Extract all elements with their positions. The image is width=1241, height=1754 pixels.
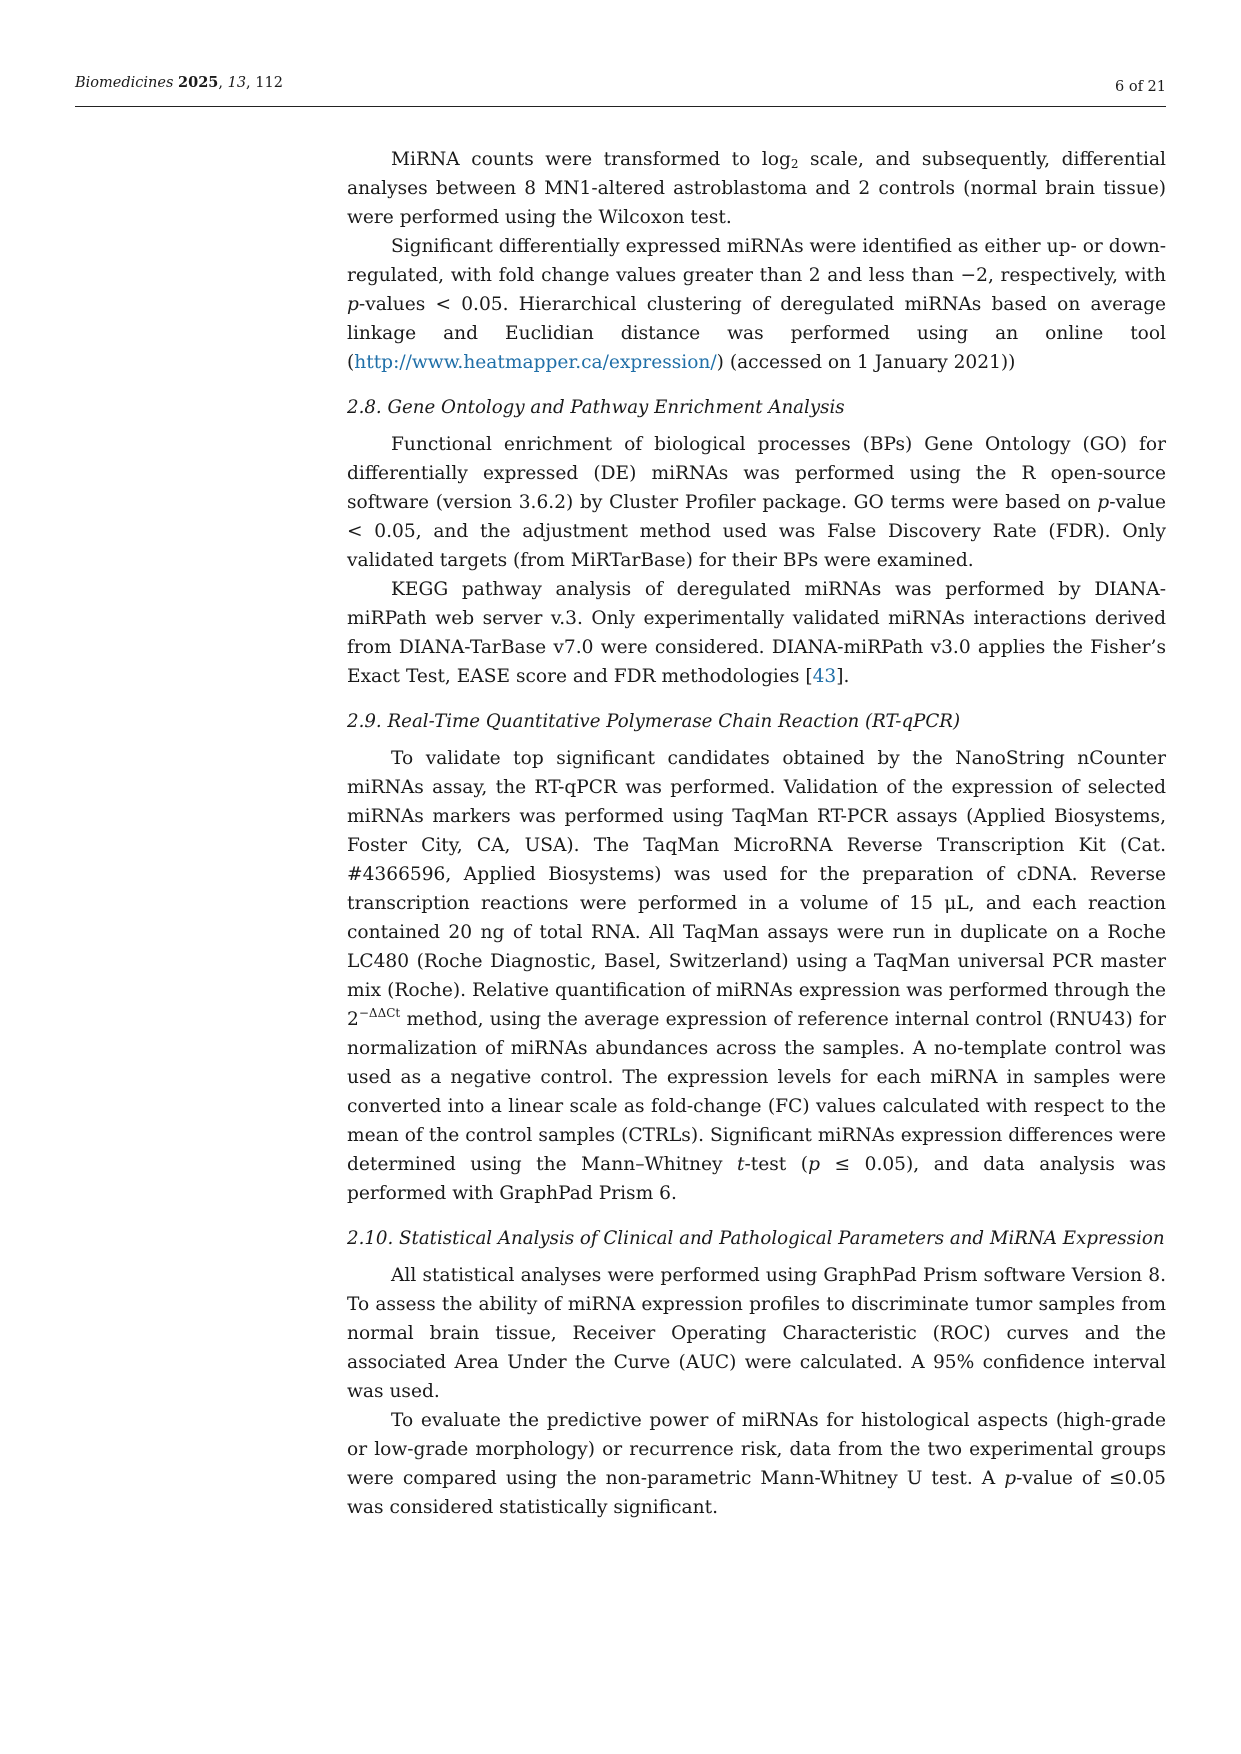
section-heading-2-8: 2.8. Gene Ontology and Pathway Enrichment Analysis (347, 397, 845, 418)
section-heading-2-9: 2.9. Real-Time Quantitative Polymerase Chain Reaction (RT-qPCR) (347, 711, 961, 732)
section-heading-2-10: 2.10. Statistical Analysis of Clinical and Pathological Parameters and MiRNA Expression (347, 1228, 1165, 1249)
journal-volume: 13 (227, 75, 247, 91)
heatmapper-link[interactable]: http://www.heatmapper.ca/expression/ (354, 352, 717, 373)
paragraph-kegg-pathway: KEGG pathway analysis of deregulated miRNAs was performed by DIANA-miRPath web server v.3. Only experimentally validated miRNAs interactions derived from DIANA-TarBase v7.0 were considered. DIANA-miRPath v3.0 applies the Fisher’s Exact Test, EASE score and FDR methodologies [43]. (347, 579, 1166, 687)
running-header (75, 68, 1166, 108)
journal-citation: Biomedicines 2025, 13, 112 (75, 74, 283, 91)
paragraph-go-enrichment: Functional enrichment of biological processes (BPs) Gene Ontology (GO) for differentially expressed (DE) miRNAs was performed using the R open-source software (version 3.6.2) by Cluster Profiler package. GO terms were based on p-value < 0.05, and the adjustment method used was False Discovery Rate (FDR). Only validated targets (from MiRTarBase) for their BPs were examined. (347, 434, 1166, 571)
paragraph-mirna-counts: MiRNA counts were transformed to $\log_2$ scale, and subsequently, differential analyses between 8 MN1-altered astroblastoma and 2 controls (normal brain tissue) were performed using the Wilcoxon test. (347, 149, 1166, 228)
page-number: 6 of 21 (1115, 79, 1166, 95)
ddct-superscript: −ΔΔCt (358, 1006, 401, 1020)
header-divider (75, 106, 1166, 107)
main-content (347, 145, 1166, 1522)
paragraph-significant-mirnas: Significant differentially expressed miRNAs were identified as either up- or down-regulated, with fold change values greater than 2 and less than −2, respectively, with p-values < 0.05. Hierarchical clustering of deregulated miRNAs based on average linkage and Euclidian distance was performed using an online tool (http://www.heatmapper.ca/expression/) (accessed on 1 January 2021)) (347, 236, 1166, 373)
journal-year: 2025 (178, 74, 219, 91)
journal-name: Biomedicines (75, 75, 174, 91)
journal-page-ref: 112 (255, 75, 283, 91)
log-subscript: 2 (790, 157, 799, 171)
paragraph-predictive-power: To evaluate the predictive power of miRNAs for histological aspects (high-grade or low-grade morphology) or recurrence risk, data from the two experimental groups were compared using the non-parametric Mann-Whitney U test. A p-value of ≤0.05 was considered statistically significant. (347, 1410, 1166, 1518)
paragraph-statistical-analyses: All statistical analyses were performed using GraphPad Prism software Version 8. To assess the ability of miRNA expression profiles to discriminate tumor samples from normal brain tissue, Receiver Operating Characteristic (ROC) curves and the associated Area Under the Curve (AUC) were calculated. A 95% confidence interval was used. (347, 1265, 1166, 1402)
citation-link-43[interactable]: 43 (812, 666, 837, 687)
paragraph-rt-qpcr: To validate top significant candidates obtained by the NanoString nCounter miRNAs assay, the RT-qPCR was performed. Validation of the expression of selected miRNAs markers was performed using TaqMan RT-PCR assays (Applied Biosystems, Foster City, CA, USA). The TaqMan MicroRNA Reverse Transcription Kit (Cat. #4366596, Applied Biosystems) was used for the preparation of cDNA. Reverse transcription reactions were performed in a volume of 15 μL, and each reaction contained 20 ng of total RNA. All TaqMan assays were run in duplicate on a Roche LC480 (Roche Diagnostic, Basel, Switzerland) using a TaqMan universal PCR master mix (Roche). Relative quantification of miRNAs expression was performed through the $2^{-\Delta\Delta Ct}$ method, using the average expression of reference internal control (RNU43) for normalization of miRNAs abundances across the samples. A no-template control was used as a negative control. The expression levels for each miRNA in samples were converted into a linear scale as fold-change (FC) values calculated with respect to the mean of the control samples (CTRLs). Significant miRNAs expression differences were determined using the Mann–Whitney t-test (p ≤ 0.05), and data analysis was performed with GraphPad Prism 6. (347, 748, 1166, 1204)
